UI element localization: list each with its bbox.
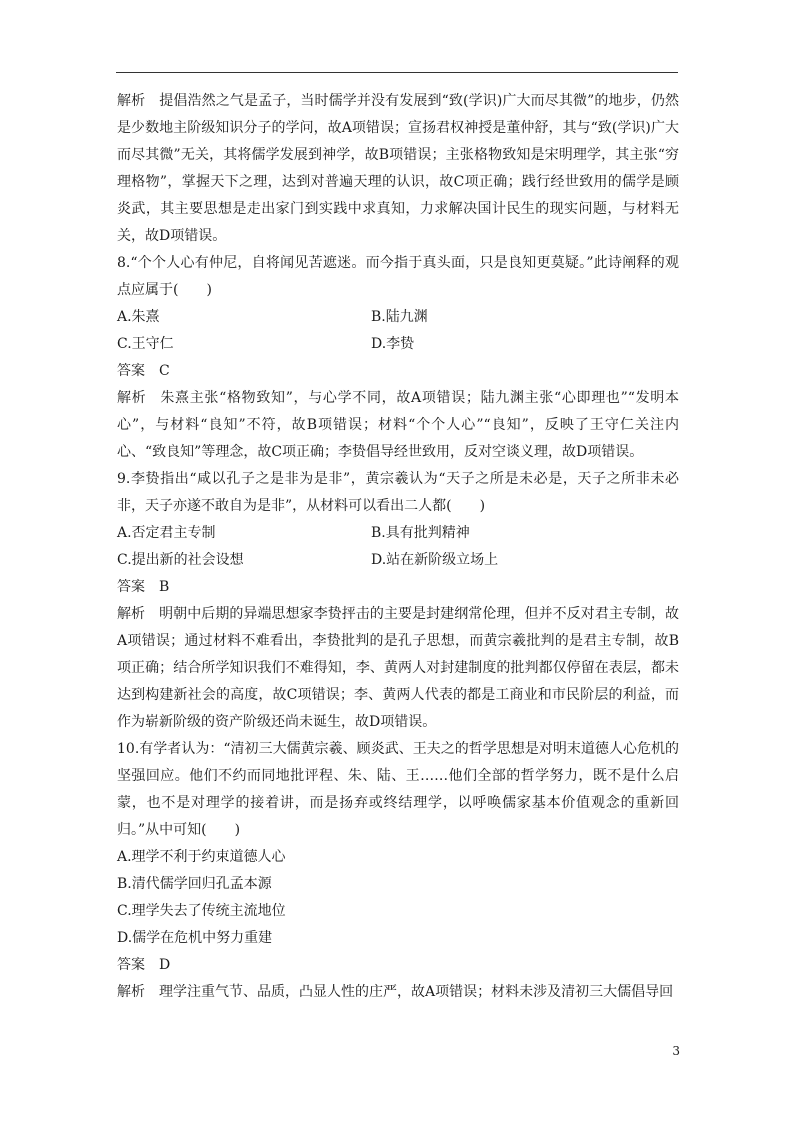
- option-row: [117, 304, 679, 331]
- answer-line: [117, 952, 679, 979]
- analysis-text: 提倡浩然之气是孟子，当时儒学并没有发展到“致(学识)广大而尽其微”的地步，仍然是少数地主阶级知识分子的学问，故A项错误；宣扬君权神授是董仲舒，其与“致(学识)广大而尽其微”无关，其将儒学发展到神学，故B项错误；主张格物致知是宋明理学，其主张“穷理格物”，掌握天下之理，达到对普遍天理的认识，故C项正确；践行经世致用的儒学是顾炎武，其主要思想是走出家门到实践中求真知，力求解决国计民生的现实问题，与材料无关，故D项错误。: [117, 93, 679, 244]
- analysis-text: 理学注重气节、品质，凸显人性的庄严，故A项错误；材料未涉及清初三大儒倡导回: [159, 984, 674, 1000]
- option-row: [117, 520, 679, 547]
- analysis-paragraph: [117, 979, 679, 1006]
- option-d: D.李贽: [371, 336, 415, 352]
- option-a: A.理学不利于约束道德人心: [117, 849, 286, 865]
- question-stem: 9.李贽指出“咸以孔子之是非为是非”，黄宗羲认为“天子之所是未必是，天子之所非未必非，天子亦遂不敢自为是非”，从材料可以看出二人都( ): [117, 471, 679, 514]
- analysis-label: 解析: [117, 390, 147, 406]
- question-stem: 8.“个个人心有仲尼，自将闻见苦遮迷。而今指于真头面，只是良知更莫疑。”此诗阐释的观点应属于( ): [117, 255, 679, 298]
- analysis-label: 解析: [117, 606, 146, 622]
- answer-label: 答案: [117, 579, 145, 595]
- answer-value: B: [159, 579, 170, 595]
- analysis-paragraph: [117, 385, 679, 466]
- analysis-paragraph: [117, 601, 679, 736]
- option-row: [117, 331, 679, 358]
- question-stem: 10.有学者认为：“清初三大儒黄宗羲、顾炎武、王夫之的哲学思想是对明末道德人心危机的坚强回应。他们不约而同地批评程、朱、陆、王……他们全部的哲学努力，既不是什么启蒙，也不是对理学的接着讲，而是扬弃或终结理学，以呼唤儒家基本价值观念的重新回归。”从中可知( ): [117, 741, 679, 838]
- analysis-label: 解析: [117, 93, 146, 109]
- answer-label: 答案: [117, 957, 145, 973]
- option-b: B.具有批判精神: [371, 525, 470, 541]
- option-c: C.理学失去了传统主流地位: [117, 903, 286, 919]
- option-b: B.陆九渊: [371, 309, 428, 325]
- header-rule: [116, 72, 678, 73]
- analysis-text: 明朝中后期的异端思想家李贽抨击的主要是封建纲常伦理，但并不反对君主专制，故A项错误；通过材料不难看出，李贽批判的是孔子思想，而黄宗羲批判的是君主专制，故B项正确；结合所学知识我们不难得知，李、黄两人对封建制度的批判都仅停留在表层，都未达到构建新社会的高度，故C项错误；李、黄两人代表的都是工商业和市民阶层的利益，而作为崭新阶级的资产阶级还尚未诞生，故D项错误。: [117, 606, 680, 730]
- option-d: D.儒学在危机中努力重建: [117, 930, 273, 946]
- option-a: A.朱熹: [117, 309, 160, 325]
- option-c: C.王守仁: [117, 336, 174, 352]
- analysis-text: 朱熹主张“格物致知”，与心学不同，故A项错误；陆九渊主张“心即理也”“发明本心”，与材料“良知”不符，故B项错误；材料“个个人心”“良知”，反映了王守仁关注内心、“致良知”等理念，故C项正确；李贽倡导经世致用，反对空谈义理，故D项错误。: [117, 390, 679, 460]
- option-c: C.提出新的社会设想: [117, 552, 244, 568]
- option-a: A.否定君主专制: [117, 525, 216, 541]
- answer-line: [117, 358, 679, 385]
- answer-value: C: [159, 363, 170, 379]
- option-d: D.站在新阶级立场上: [371, 552, 499, 568]
- answer-line: [117, 574, 679, 601]
- option-b: B.清代儒学回归孔孟本源: [117, 876, 272, 892]
- analysis-paragraph: [117, 88, 679, 250]
- option-row: [117, 547, 679, 574]
- answer-value: D: [159, 957, 171, 973]
- page-body: [117, 88, 679, 1006]
- page-number: 3: [672, 1044, 680, 1058]
- analysis-label: 解析: [117, 984, 145, 1000]
- answer-label: 答案: [117, 363, 145, 379]
